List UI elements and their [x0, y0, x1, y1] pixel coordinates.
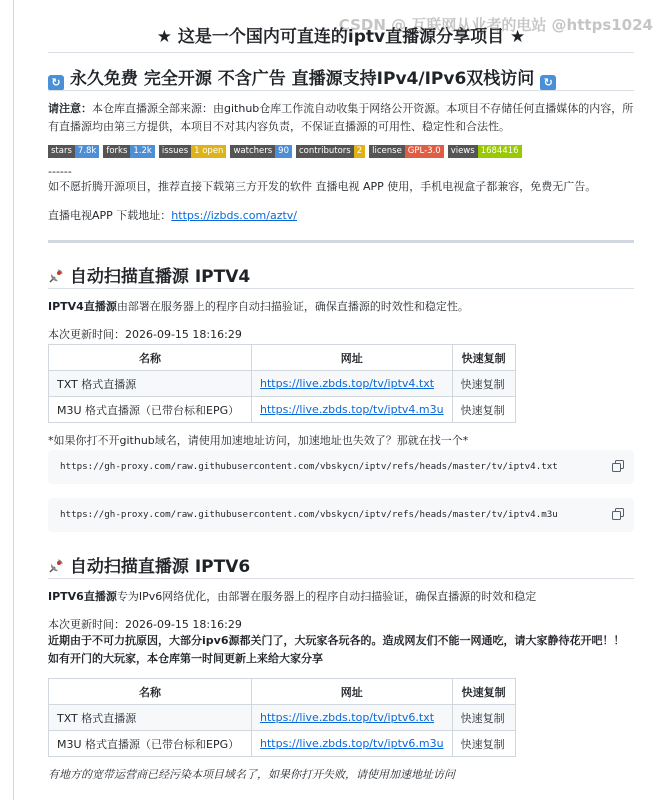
ipv6-heading-text: 自动扫描直播源 IPTV6 [69, 557, 251, 577]
table-row [49, 371, 516, 397]
refresh-icon: ↻ [48, 75, 64, 91]
row-name: M3U 格式直播源（已带台标和EPG） [49, 731, 252, 757]
ipv4-description [48, 298, 634, 316]
table-header-row [49, 345, 516, 371]
copy-button[interactable]: 快速复制 [452, 371, 515, 397]
table-row [49, 705, 516, 731]
download-paragraph [48, 207, 634, 225]
table-header: 网址 [252, 679, 453, 705]
table-header: 快速复制 [452, 679, 515, 705]
satellite-icon [48, 558, 64, 574]
header-heading [48, 64, 556, 91]
notice-strong: 请注意： [48, 102, 92, 115]
code-block [48, 450, 634, 484]
ipv6-warning: 近期由于不可力抗原因，大部分ipv6源都关门了，大玩家各玩各的。造成网友们不能一网通吃，请大家静待花开吧！！如有开门的大玩家，本仓库第一时间更新上来给大家分享 [48, 634, 625, 665]
badge-key: views [448, 145, 478, 158]
divider [48, 578, 634, 579]
divider [48, 90, 634, 91]
table-header: 网址 [252, 345, 453, 371]
badge-stars[interactable] [48, 145, 99, 158]
row-url [252, 397, 453, 423]
row-url [252, 705, 453, 731]
row-url [252, 731, 453, 757]
copy-icon[interactable] [612, 460, 624, 472]
ipv6-description [48, 588, 634, 606]
watermark: CSDN @ 互联网从业者的电站 @https1024 [338, 16, 653, 34]
row-name: M3U 格式直播源（已带台标和EPG） [49, 397, 252, 423]
row-name: TXT 格式直播源 [49, 705, 252, 731]
proxy-note: *如果你打不开github域名，请使用加速地址访问，加速地址也失效了？那就在找一个* [48, 434, 469, 447]
table-header: 快速复制 [452, 345, 515, 371]
download-link[interactable]: https://izbds.com/aztv/ [171, 209, 297, 222]
badge-key: stars [48, 145, 75, 158]
badge-row [48, 145, 522, 158]
row-url [252, 371, 453, 397]
footer-note: 有地方的宽带运营商已经污染本项目域名了，如果你打开失败，请使用加速地址访问 [48, 768, 455, 781]
badge-value: 1 open [191, 145, 226, 158]
ipv4-desc-strong: IPTV4直播源 [48, 300, 117, 313]
left-border [13, 0, 14, 800]
badge-value: 2 [354, 145, 365, 158]
table-header-row [49, 679, 516, 705]
badge-watchers[interactable] [230, 145, 292, 158]
url-link[interactable]: https://live.zbds.top/tv/iptv6.m3u [260, 737, 444, 750]
divider [48, 52, 634, 53]
copy-button[interactable]: 快速复制 [452, 397, 515, 423]
badge-license[interactable] [369, 145, 444, 158]
copy-button[interactable]: 快速复制 [452, 731, 515, 757]
badge-key: issues [159, 145, 191, 158]
badge-value: 1684416 [478, 145, 522, 158]
code-block [48, 498, 634, 532]
row-name: TXT 格式直播源 [49, 371, 252, 397]
table-row [49, 731, 516, 757]
table-header: 名称 [49, 345, 252, 371]
badge-forks[interactable] [103, 145, 155, 158]
code-text: https://gh-proxy.com/raw.githubusercontent.com/vbskycn/iptv/refs/heads/master/tv/iptv4.txt [60, 461, 558, 472]
badge-key: watchers [230, 145, 275, 158]
badge-value: 7.8k [75, 145, 99, 158]
badge-key: license [369, 145, 405, 158]
ipv4-table [48, 344, 516, 423]
header-heading-text: 永久免费 完全开源 不含广告 直播源支持IPv4/IPv6双栈访问 [69, 69, 535, 89]
badge-issues[interactable] [159, 145, 227, 158]
notice-paragraph [48, 100, 634, 136]
badge-contributors[interactable] [296, 145, 365, 158]
table-row [49, 397, 516, 423]
url-link[interactable]: https://live.zbds.top/tv/iptv4.txt [260, 377, 435, 390]
url-link[interactable]: https://live.zbds.top/tv/iptv4.m3u [260, 403, 444, 416]
ipv6-table [48, 678, 516, 757]
copy-button[interactable]: 快速复制 [452, 705, 515, 731]
ipv4-updated: 本次更新时间：2026-09-15 18:16:29 [48, 328, 242, 341]
refresh-icon: ↻ [540, 75, 556, 91]
ipv6-updated: 本次更新时间：2026-09-15 18:16:29 [48, 618, 242, 631]
copy-icon[interactable] [612, 508, 624, 520]
badge-key: forks [103, 145, 130, 158]
badge-views[interactable] [448, 145, 522, 158]
satellite-icon [48, 268, 64, 284]
ipv4-heading-text: 自动扫描直播源 IPTV4 [69, 267, 251, 287]
badge-value: 1.2k [130, 145, 154, 158]
download-label: 直播电视APP 下载地址： [48, 209, 172, 222]
dash-separator: ------ [48, 165, 72, 178]
badge-value: GPL-3.0 [405, 145, 444, 158]
badge-key: contributors [296, 145, 354, 158]
ipv6-desc-strong: IPTV6直播源 [48, 590, 117, 603]
url-link[interactable]: https://live.zbds.top/tv/iptv6.txt [260, 711, 435, 724]
code-text: https://gh-proxy.com/raw.githubusercontent.com/vbskycn/iptv/refs/heads/master/tv/iptv4.m3u [60, 509, 558, 520]
ipv4-heading [48, 262, 250, 287]
section-divider [48, 240, 634, 243]
badge-value: 90 [275, 145, 292, 158]
notice-text: 本仓库直播源全部来源：由github仓库工作流自动收集于网络公开资源。本项目不存储任何直播媒体的内容，所有直播源均由第三方提供，本项目不对其内容负责，不保证直播源的可用性、稳定性和合法性。 [48, 102, 634, 133]
ipv6-desc-text: 专为IPv6网络优化，由部署在服务器上的程序自动扫描验证，确保直播源的时效和稳定 [116, 590, 537, 603]
divider [48, 288, 634, 289]
table-header: 名称 [49, 679, 252, 705]
ipv6-heading [48, 552, 250, 577]
ipv4-desc-text: 由部署在服务器上的程序自动扫描验证，确保直播源的时效性和稳定性。 [116, 300, 469, 313]
app-paragraph: 如不愿折腾开源项目，推荐直接下载第三方开发的软件 直播电视 APP 使用，手机电视盒子都兼容，免费无广告。 [48, 180, 597, 193]
page-title: ★ 这是一个国内可直连的iptv直播源分享项目 ★ [156, 27, 526, 47]
